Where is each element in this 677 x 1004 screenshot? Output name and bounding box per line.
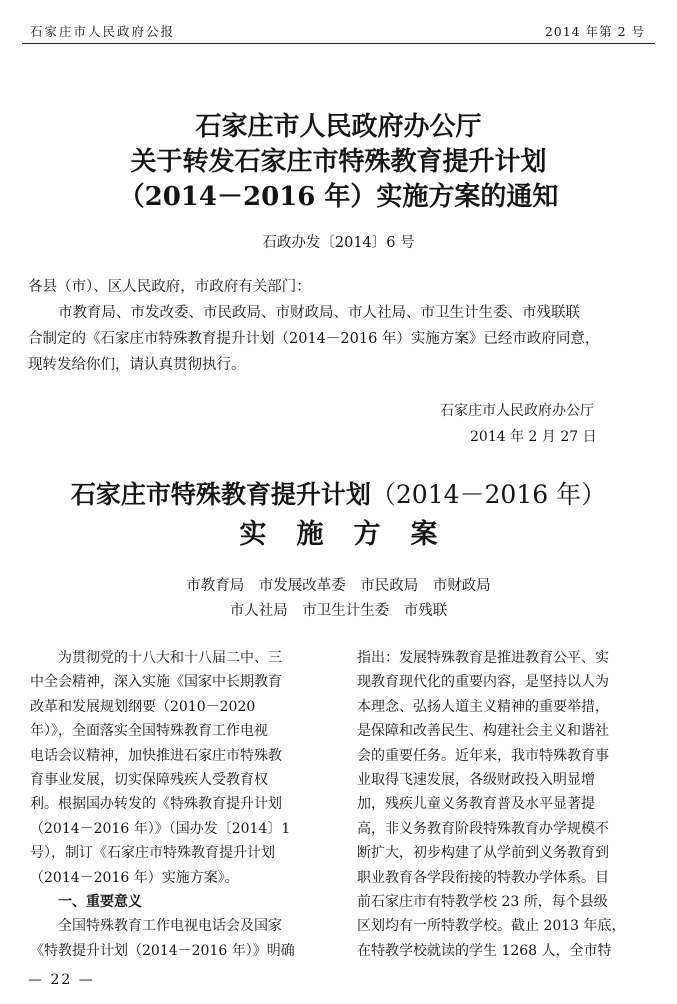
paragraph-line: 改革和发展规划纲要（2010－2020 <box>30 698 256 715</box>
page-number: — 22 — <box>28 972 95 988</box>
notice-body-line-3: 现转发给你们，请认真贯彻执行。 <box>28 357 246 373</box>
plan-title-years: （2014－2016 年） <box>370 480 607 509</box>
paragraph-line: 中全会精神，深入实施《国家中长期教育 <box>30 674 282 691</box>
departments-line-1: 市教育局 市发展改革委 市民政局 市财政局 <box>186 578 491 594</box>
paragraph-line: 职业教育各学段衔接的特教办学体系。目 <box>357 869 609 886</box>
paragraph-line: 育事业发展，切实保障残疾人受教育权 <box>30 772 268 789</box>
paragraph-line: 现教育现代化的重要内容，是坚持以人为 <box>357 674 609 691</box>
paragraph-line: 会的重要任务。近年来，我市特殊教育事 <box>357 747 609 764</box>
paragraph-line: 为贯彻党的十八大和十八届二中、三 <box>58 650 282 666</box>
paragraph-line: 加，残疾儿童义务教育普及水平显著提 <box>357 796 595 813</box>
header-divider <box>22 43 655 44</box>
right-column <box>357 646 654 963</box>
notice-body-line-1: 市教育局、市发改委、市民政局、市财政局、市人社局、市卫生计生委、市残联联 <box>58 305 580 321</box>
paragraph-line: （2014－2016 年）实施方案》。 <box>30 869 239 886</box>
left-column <box>30 646 326 963</box>
paragraph-line: （2014－2016 年）》（国办发〔2014〕1 <box>30 820 291 837</box>
paragraph-line: 断扩大，初步构建了从学前到义务教育到 <box>357 845 609 862</box>
plan-title <box>0 475 677 511</box>
paragraph-line: 《特教提升计划（2014－2016 年）》明确 <box>30 942 295 959</box>
signature-date: 2014 年 2 月 27 日 <box>470 429 597 445</box>
paragraph-line: 全国特殊教育工作电视电话会及国家 <box>58 918 282 935</box>
paragraph-line: 利。根据国办转发的《特殊教育提升计划 <box>30 796 282 813</box>
issue-number: 2014 年第 2 号 <box>544 24 645 39</box>
paragraph-line: 区划均有一所特教学校。截止 2013 年底， <box>357 918 626 935</box>
paragraph-line: 是保障和改善民生、构建社会主义和谐社 <box>357 723 609 740</box>
plan-subtitle: 实施方案 <box>239 519 468 550</box>
paragraph-line: 号），制订《石家庄市特殊教育提升计划 <box>30 845 275 862</box>
notice-body-line-2: 合制定的《石家庄市特殊教育提升计划（2014－2016 年）实施方案》已经市政府同意， <box>28 331 600 347</box>
departments-line-2: 市人社局 市卫生计生委 市残联 <box>229 603 448 619</box>
paragraph-line: 前石家庄市有特教学校 23 所，每个县级 <box>357 894 608 911</box>
addressee: 各县（市）、区人民政府，市政府有关部门： <box>28 279 311 295</box>
paragraph-line: 电话会议精神，加快推进石家庄市特殊教 <box>30 747 282 764</box>
notice-title-line-2: 关于转发石家庄市特殊教育提升计划 <box>130 147 547 177</box>
document-number: 石政办发〔2014〕6 号 <box>262 235 415 251</box>
paragraph-line: 本理念、弘扬人道主义精神的重要举措， <box>357 698 609 715</box>
signature: 石家庄市人民政府办公厅 <box>440 403 594 419</box>
paragraph-line: 高，非义务教育阶段特殊教育办学规模不 <box>357 820 609 837</box>
paragraph-line: 业取得飞速发展，各级财政投入明显增 <box>357 772 595 789</box>
paragraph-line: 年）》，全面落实全国特殊教育工作电视 <box>30 723 268 740</box>
plan-title-main: 石家庄市特殊教育提升计划 <box>70 480 371 509</box>
publication-name: 石家庄市人民政府公报 <box>30 24 176 39</box>
section-heading: 一、重要意义 <box>58 894 142 911</box>
notice-title-line-1: 石家庄市人民政府办公厅 <box>195 112 482 142</box>
paragraph-line: 指出：发展特殊教育是推进教育公平、实 <box>357 650 609 666</box>
notice-title-line-3: （2014－2016 年）实施方案的通知 <box>118 182 559 212</box>
paragraph-line: 在特教学校就读的学生 1268 人，全市特 <box>357 942 612 959</box>
